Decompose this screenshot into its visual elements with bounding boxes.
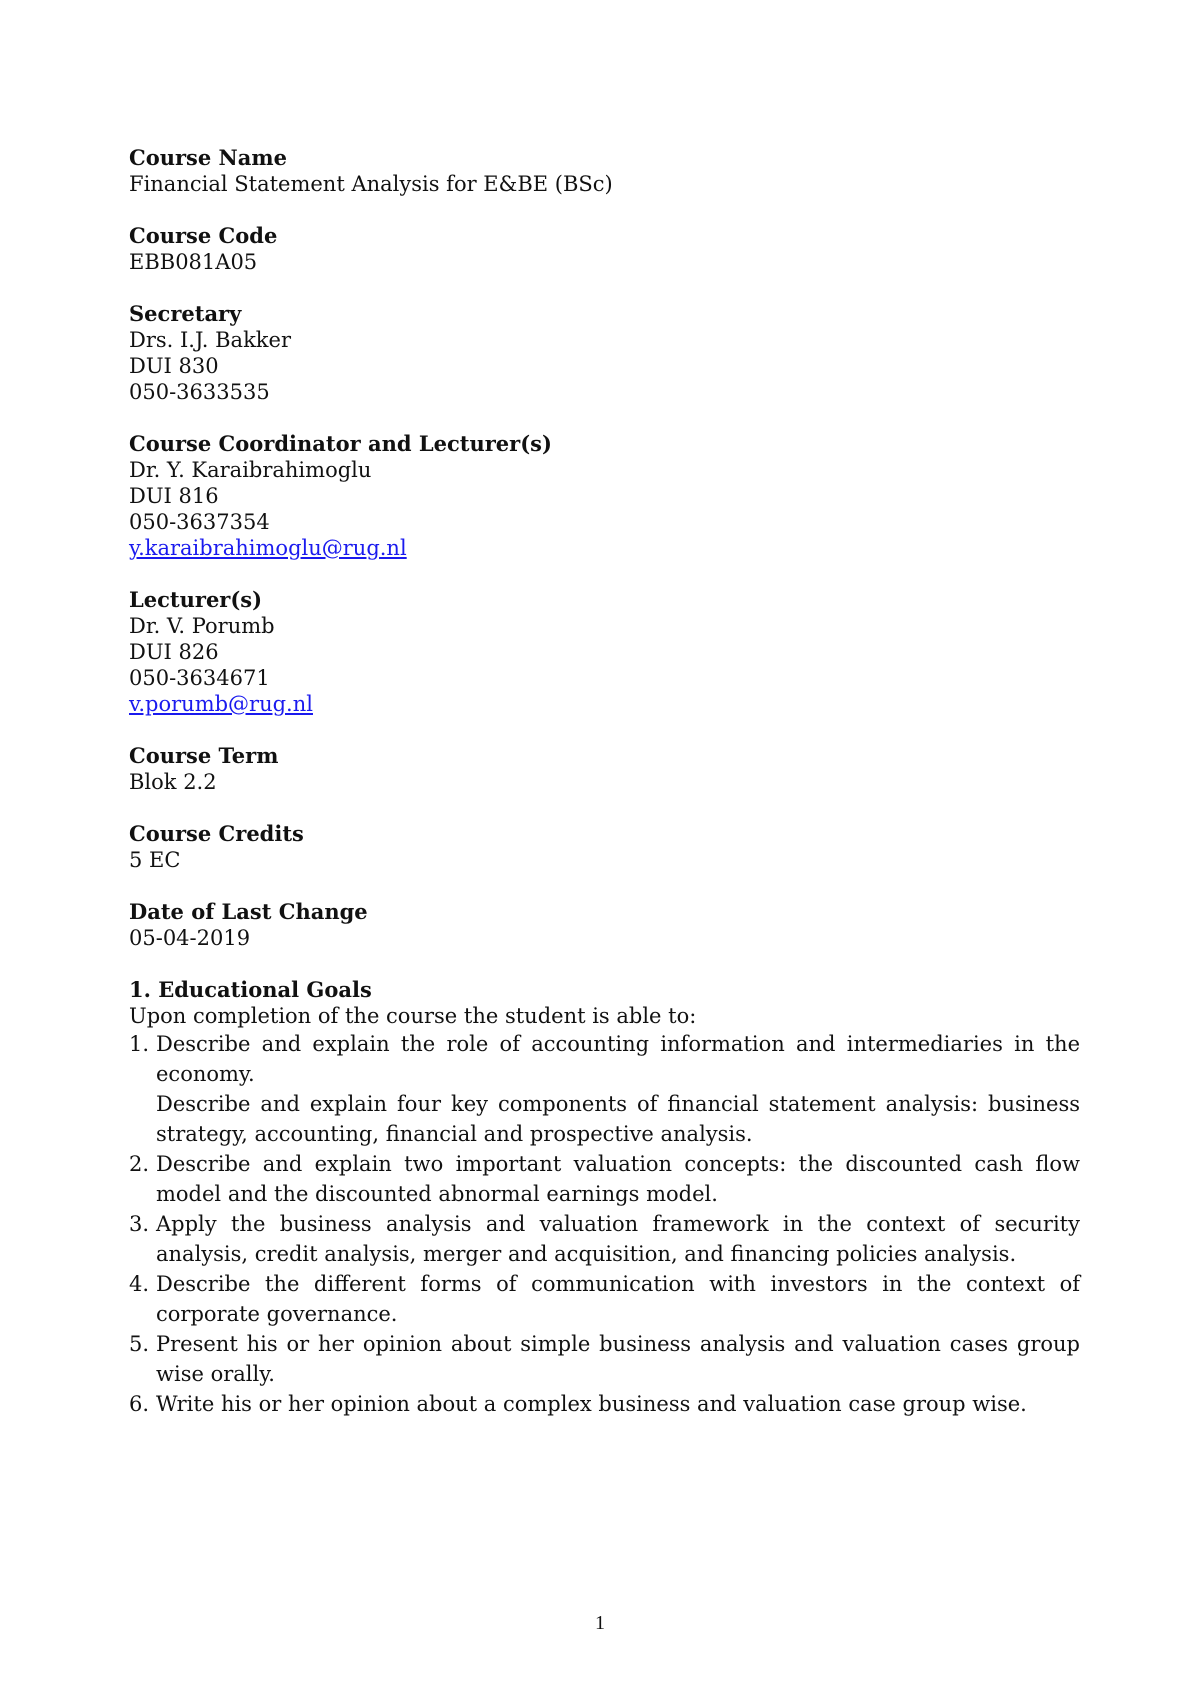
- last-change-section: [129, 899, 1080, 951]
- coordinator-name: Dr. Y. Karaibrahimoglu: [129, 458, 372, 482]
- secretary-room: DUI 830: [129, 354, 219, 378]
- goal-number: 4.: [129, 1272, 150, 1296]
- secretary-heading: Secretary: [129, 301, 242, 326]
- goal-text: Write his or her opinion about a complex business and valuation case group wise.: [156, 1392, 1027, 1416]
- goal-text-line2: Describe and explain four key components of financial statement analysis: business strategy, accounting, financial and prospective analysis.: [156, 1092, 1080, 1146]
- term-heading: Course Term: [129, 743, 279, 768]
- page-number: 1: [595, 1612, 605, 1634]
- secretary-phone: 050-3633535: [129, 380, 270, 404]
- goal-text: Apply the business analysis and valuation framework in the context of security analysis, credit analysis, merger and acquisition, and financing policies analysis.: [156, 1212, 1080, 1266]
- goal-item-4: [129, 1269, 1080, 1329]
- lecturer-room: DUI 826: [129, 640, 219, 664]
- goal-number: 6.: [129, 1392, 150, 1416]
- goal-number: 3.: [129, 1212, 150, 1236]
- term-value: Blok 2.2: [129, 770, 217, 794]
- lecturer-email-link[interactable]: v.porumb@rug.nl: [129, 692, 313, 716]
- goal-number: 1.: [129, 1032, 150, 1056]
- goal-item-6: [129, 1389, 1080, 1419]
- goal-text: Describe the different forms of communication with investors in the context of corporate governance.: [156, 1272, 1080, 1326]
- document-body: [129, 145, 1080, 1445]
- last-change-value: 05-04-2019: [129, 926, 251, 950]
- lecturer-section: [129, 587, 1080, 717]
- course-code-section: [129, 223, 1080, 275]
- lecturer-heading: Lecturer(s): [129, 587, 263, 612]
- goal-item-5: [129, 1329, 1080, 1389]
- lecturer-name: Dr. V. Porumb: [129, 614, 275, 638]
- goals-heading: 1. Educational Goals: [129, 977, 372, 1002]
- coordinator-section: [129, 431, 1080, 561]
- secretary-section: [129, 301, 1080, 405]
- coordinator-email-link[interactable]: y.karaibrahimoglu@rug.nl: [129, 536, 407, 560]
- credits-value: 5 EC: [129, 848, 181, 872]
- lecturer-phone: 050-3634671: [129, 666, 270, 690]
- goal-item-1: [129, 1029, 1080, 1149]
- coordinator-phone: 050-3637354: [129, 510, 270, 534]
- goal-text: Describe and explain two important valuation concepts: the discounted cash flow model and the discounted abnormal earnings model.: [156, 1152, 1080, 1206]
- goal-number: 2.: [129, 1152, 150, 1176]
- secretary-name: Drs. I.J. Bakker: [129, 328, 291, 352]
- course-name-section: [129, 145, 1080, 197]
- course-name-heading: Course Name: [129, 145, 287, 170]
- goal-item-2: [129, 1149, 1080, 1209]
- goal-text: Present his or her opinion about simple business analysis and valuation cases group wise orally.: [156, 1332, 1080, 1386]
- course-code-value: EBB081A05: [129, 250, 258, 274]
- goal-number: 5.: [129, 1332, 150, 1356]
- last-change-heading: Date of Last Change: [129, 899, 368, 924]
- coordinator-room: DUI 816: [129, 484, 219, 508]
- goal-text-line1: Describe and explain the role of accounting information and intermediaries in the economy.: [156, 1032, 1080, 1086]
- course-name-value: Financial Statement Analysis for E&BE (BSc): [129, 172, 613, 196]
- credits-section: [129, 821, 1080, 873]
- credits-heading: Course Credits: [129, 821, 304, 846]
- term-section: [129, 743, 1080, 795]
- goal-item-3: [129, 1209, 1080, 1269]
- course-code-heading: Course Code: [129, 223, 278, 248]
- goals-intro: Upon completion of the course the student is able to:: [129, 1004, 697, 1028]
- educational-goals-section: [129, 977, 1080, 1419]
- goals-list: [129, 1029, 1080, 1419]
- coordinator-heading: Course Coordinator and Lecturer(s): [129, 431, 552, 456]
